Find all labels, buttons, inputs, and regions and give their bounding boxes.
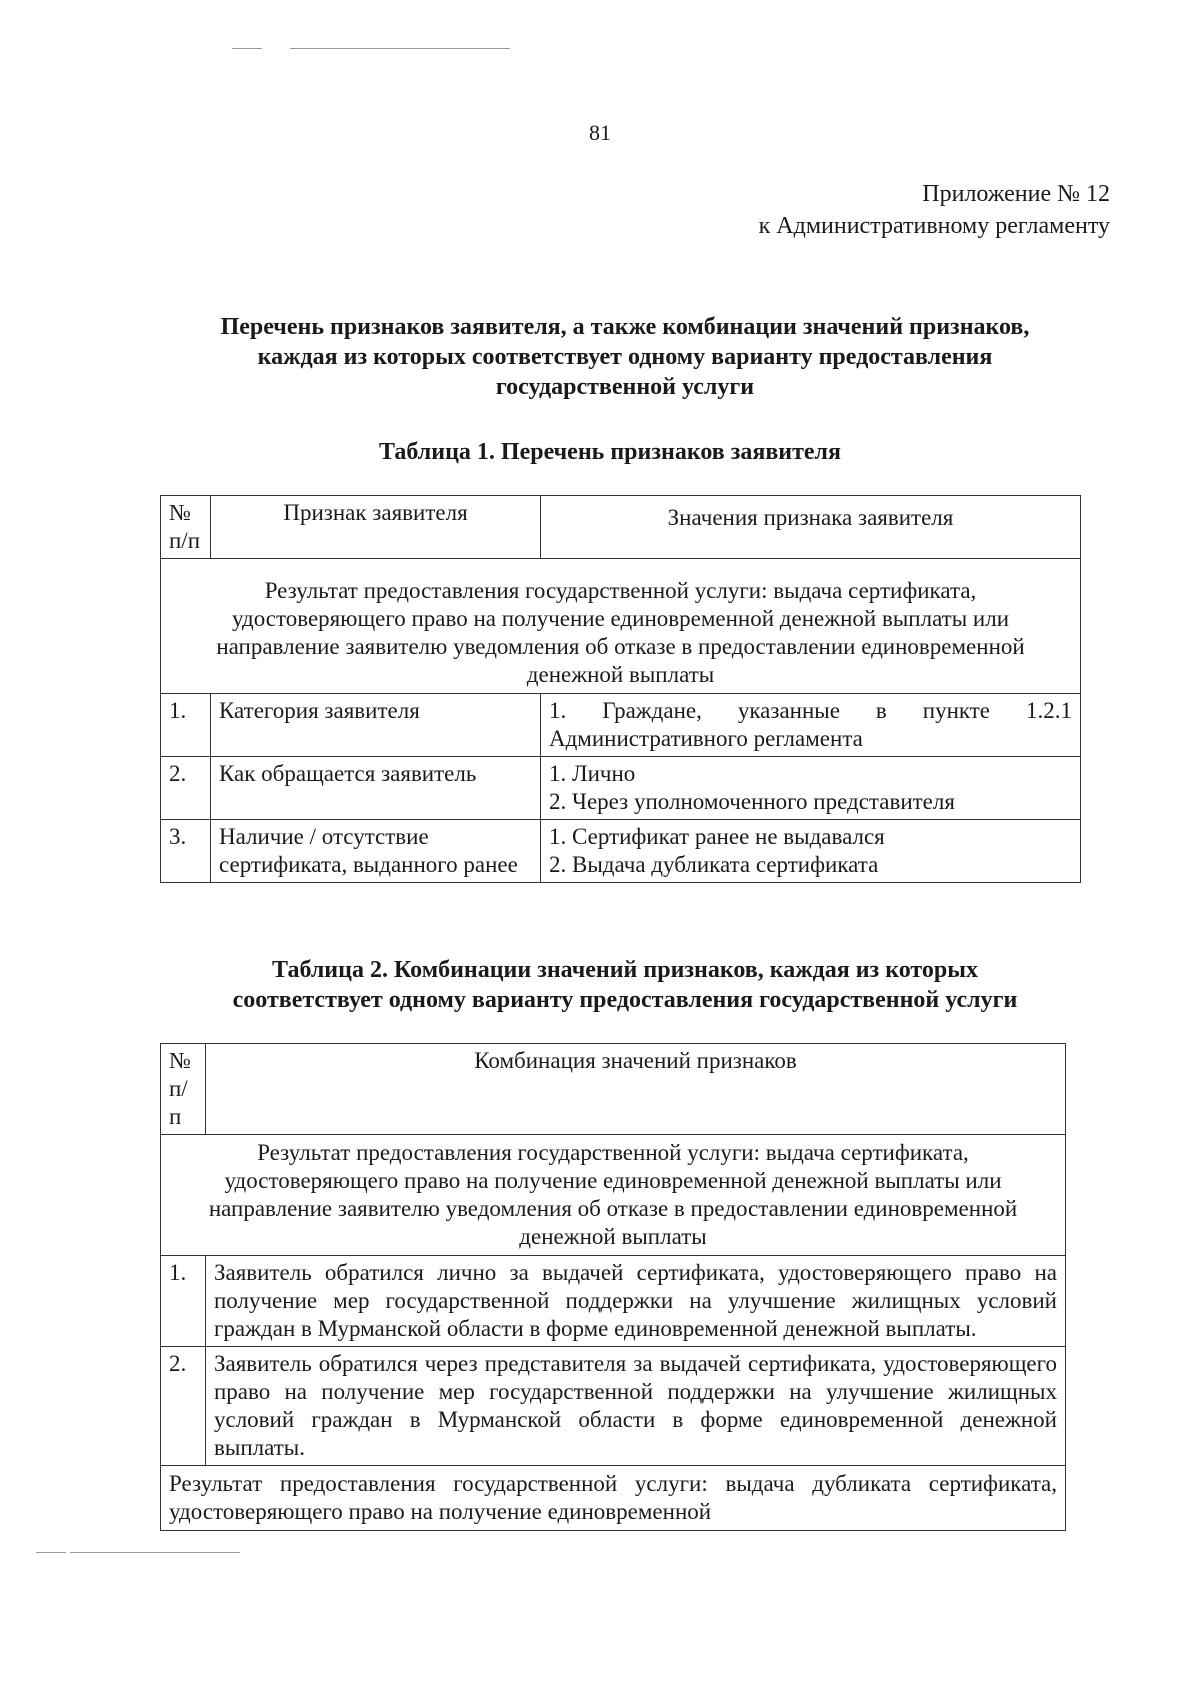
row-values: 1. Граждане, указанные в пункте 1.2.1 Административного регламента — [541, 694, 1081, 757]
table2-caption — [170, 955, 1080, 1015]
appendix-header — [759, 178, 1110, 242]
value-item: 1. Лично — [549, 761, 636, 786]
value-item: 2. Выдача дубликата сертификата — [549, 852, 879, 877]
table2-caption-line-1: Таблица 2. Комбинации значений признаков, каждая из которых — [272, 957, 978, 983]
header-num: № п/п — [161, 496, 211, 559]
table-result-row — [161, 559, 1081, 694]
header-combination: Комбинация значений признаков — [206, 1044, 1066, 1135]
row-num: 1. — [161, 694, 211, 757]
row-feature: Как обращается заявитель — [211, 757, 541, 820]
row-num: 1. — [161, 1256, 206, 1347]
table2-caption-line-2: соответствует одному варианту предоставления государственной услуги — [232, 987, 1018, 1013]
appendix-line-1: Приложение № 12 — [922, 181, 1110, 207]
value-item: 1. Сертификат ранее не выдавался — [549, 824, 885, 849]
row-num: 2. — [161, 1347, 206, 1466]
table-header-row — [161, 1044, 1066, 1135]
table-row — [161, 1347, 1066, 1466]
page-number: 81 — [589, 120, 611, 145]
table1 — [160, 495, 1081, 883]
row-feature: Наличие / отсутствие сертификата, выданного ранее — [211, 820, 541, 883]
scan-artifact — [70, 1552, 240, 1553]
scan-artifact — [232, 48, 262, 49]
table-row — [161, 694, 1081, 757]
table-row — [161, 820, 1081, 883]
row-num: 2. — [161, 757, 211, 820]
title-line-3: государственной услуги — [495, 374, 755, 400]
header-num: № п/п — [161, 1044, 206, 1135]
scan-artifact — [36, 1552, 66, 1553]
table2 — [160, 1043, 1066, 1531]
result-text: Результат предоставления государственной услуги: выдача сертификата, удостоверяющего право на получение единовременной денежной выплаты или направление заявителю уведомления об отказе в предоставлении единовременной денежной выплаты — [161, 559, 1081, 694]
row-text: Заявитель обратился через представителя за выдачей сертификата, удостоверяющего право на получение мер государственной поддержки на улучшение жилищных условий граждан в Мурманской области в форме единовременной денежной выплаты. — [206, 1347, 1066, 1466]
header-values: Значения признака заявителя — [541, 496, 1081, 559]
row-text: Заявитель обратился лично за выдачей сертификата, удостоверяющего право на получение мер государственной поддержки на улучшение жилищных условий граждан в Мурманской области в форме единовременной денежной выплаты. — [206, 1256, 1066, 1347]
row-num: 3. — [161, 820, 211, 883]
table1-caption: Таблица 1. Перечень признаков заявителя — [378, 439, 842, 465]
scan-artifact — [290, 48, 510, 49]
row-values — [541, 757, 1081, 820]
row-values — [541, 820, 1081, 883]
result-text: Результат предоставления государственной услуги: выдача сертификата, удостоверяющего право на получение единовременной денежной выплаты или направление заявителю уведомления об отказе в предоставлении единовременной денежной выплаты — [161, 1135, 1066, 1256]
value-item: 2. Через уполномоченного представителя — [549, 789, 955, 814]
row-feature: Категория заявителя — [211, 694, 541, 757]
table-header-row — [161, 496, 1081, 559]
table-result-row — [161, 1135, 1066, 1256]
table-row — [161, 757, 1081, 820]
header-feature: Признак заявителя — [211, 496, 541, 559]
title-line-2: каждая из которых соответствует одному варианту предоставления — [257, 344, 993, 370]
table-row — [161, 1256, 1066, 1347]
title-line-1: Перечень признаков заявителя, а также комбинации значений признаков, — [220, 314, 1030, 340]
result-text-2: Результат предоставления государственной услуги: выдача дубликата сертификата, удостоверяющего право на получение единовременной — [161, 1466, 1066, 1531]
appendix-line-2: к Административному регламенту — [758, 213, 1110, 239]
document-title — [170, 312, 1080, 402]
table-result-row — [161, 1466, 1066, 1531]
